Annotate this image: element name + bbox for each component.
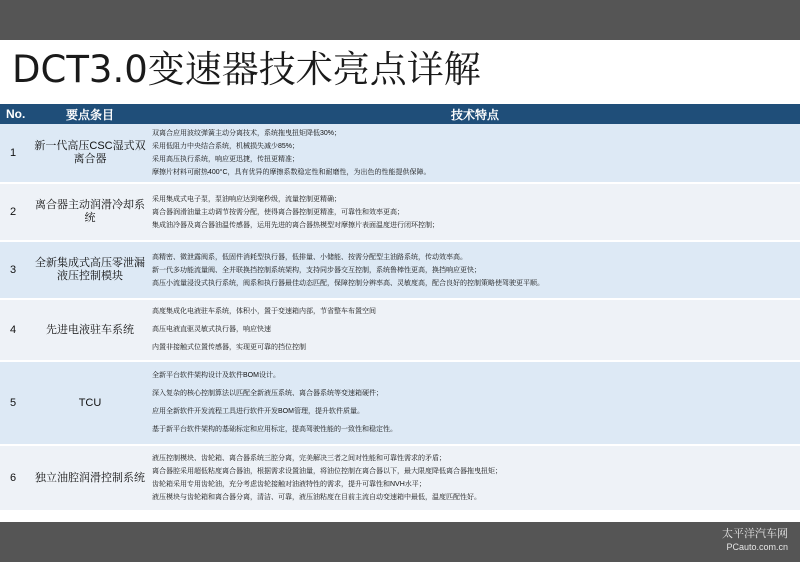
row-number: 3 [0, 241, 30, 299]
feature-line: 采用低阻力中央结合系统，机械损失减少85%； [152, 143, 300, 150]
row-item: 独立油腔润滑控制系统 [30, 445, 150, 511]
table-header-row [0, 104, 800, 124]
row-features [150, 241, 800, 299]
row-features [150, 183, 800, 241]
feature-line: 应用全新软件开发流程工具进行软件开发BOM管理，提升软件质量。 [152, 408, 364, 415]
slide-title: DCT3.0变速器技术亮点详解 [12, 48, 481, 91]
row-features [150, 361, 800, 445]
header-features: 技术特点 [150, 104, 800, 124]
table-row [0, 241, 800, 299]
row-item: TCU [30, 361, 150, 445]
feature-line: 摩擦片材料可耐热400°C，具有优异的摩擦系数稳定性和耐磨性，为出色的性能提供保障。 [152, 169, 431, 176]
row-item: 先进电液驻车系统 [30, 299, 150, 361]
feature-line: 基于新平台软件架构的基础标定和应用标定，提高驾驶性能的一致性和稳定性。 [152, 426, 397, 433]
feature-line: 高度集成化电液驻车系统，体积小，置于变速箱内部，节省整车布置空间 [152, 308, 376, 315]
feature-line: 高压电液直驱灵敏式执行器，响应快速 [152, 326, 271, 333]
row-features [150, 124, 800, 183]
feature-line: 液压模块与齿轮箱和离合器分离，清洁、可靠，液压油粘度在目前主流自动变速箱中最低，温度匹配性好。 [152, 494, 481, 501]
feature-line: 高压小流量浸没式执行系统，阀系和执行器最佳动态匹配，保障控制分辨率高、灵敏度高，配合良好的控制策略使驾驶更平顺。 [152, 279, 544, 287]
feature-line: 深入复杂的核心控制算法以匹配全新液压系统、离合器系统等变速箱硬件； [152, 390, 383, 397]
watermark-name: 太平洋汽车网 [722, 528, 788, 540]
feature-line: 齿轮箱采用专用齿轮油，充分考虑齿轮接触对油液特性的需求，提升可靠性和NVH水平； [152, 481, 426, 488]
feature-line: 全新平台软件架构设计及软件BOM设计。 [152, 372, 280, 379]
table-row [0, 299, 800, 361]
table-row [0, 124, 800, 183]
feature-line: 内置非接触式位置传感器，实现更可靠的挡位控制 [152, 344, 306, 351]
feature-line: 集成油冷器及离合器油温传感器，运用先进的离合器热模型对摩擦片表面温度进行闭环控制； [152, 221, 439, 229]
watermark-url: PCauto.com.cn [726, 542, 788, 552]
feature-line: 采用集成式电子泵，泵油响应达到毫秒级，流量控制更精确； [152, 195, 341, 203]
feature-line: 离合器润滑油量主动调节按需分配，使得离合器控制更精准，可靠性和效率更高； [152, 208, 404, 216]
feature-line: 新一代多功能流量阀、全并联换挡控制系统架构，支持同步器交互控制，系统鲁棒性更高，换挡响应更快； [152, 266, 481, 274]
spec-table [0, 104, 800, 512]
feature-line: 采用高压执行系统，响应更迅捷，传扭更精准； [152, 156, 299, 163]
row-number: 6 [0, 445, 30, 511]
top-bar [0, 0, 800, 40]
row-number: 1 [0, 124, 30, 183]
watermark [722, 528, 788, 554]
feature-line: 液压控制模块、齿轮箱、离合器系统三腔分离，完美解决三者之间对性能和可靠性需求的矛盾； [152, 455, 446, 462]
row-item: 离合器主动润滑冷却系统 [30, 183, 150, 241]
row-number: 2 [0, 183, 30, 241]
row-number: 4 [0, 299, 30, 361]
table-row [0, 445, 800, 511]
header-no: No. [0, 104, 30, 124]
feature-line: 离合器腔采用超低粘度离合器油，根据需求设置油量，将油位控制在离合器以下，最大限度降低离合器拖曳扭矩； [152, 468, 502, 475]
bottom-bar [0, 522, 800, 562]
row-item: 新一代高压CSC湿式双离合器 [30, 124, 150, 183]
row-item: 全新集成式高压零泄漏液压控制模块 [30, 241, 150, 299]
row-features [150, 445, 800, 511]
feature-line: 高精密、微泄露阀系，低固件消耗型执行器，低排量、小储能、按需分配型主油路系统，传动效率高。 [152, 253, 467, 261]
header-item: 要点条目 [30, 104, 150, 124]
feature-line: 双离合应用波纹弹簧主动分离技术，系统拖曳扭矩降低30%； [152, 130, 342, 137]
table-row [0, 183, 800, 241]
row-features [150, 299, 800, 361]
row-number: 5 [0, 361, 30, 445]
table-row [0, 361, 800, 445]
